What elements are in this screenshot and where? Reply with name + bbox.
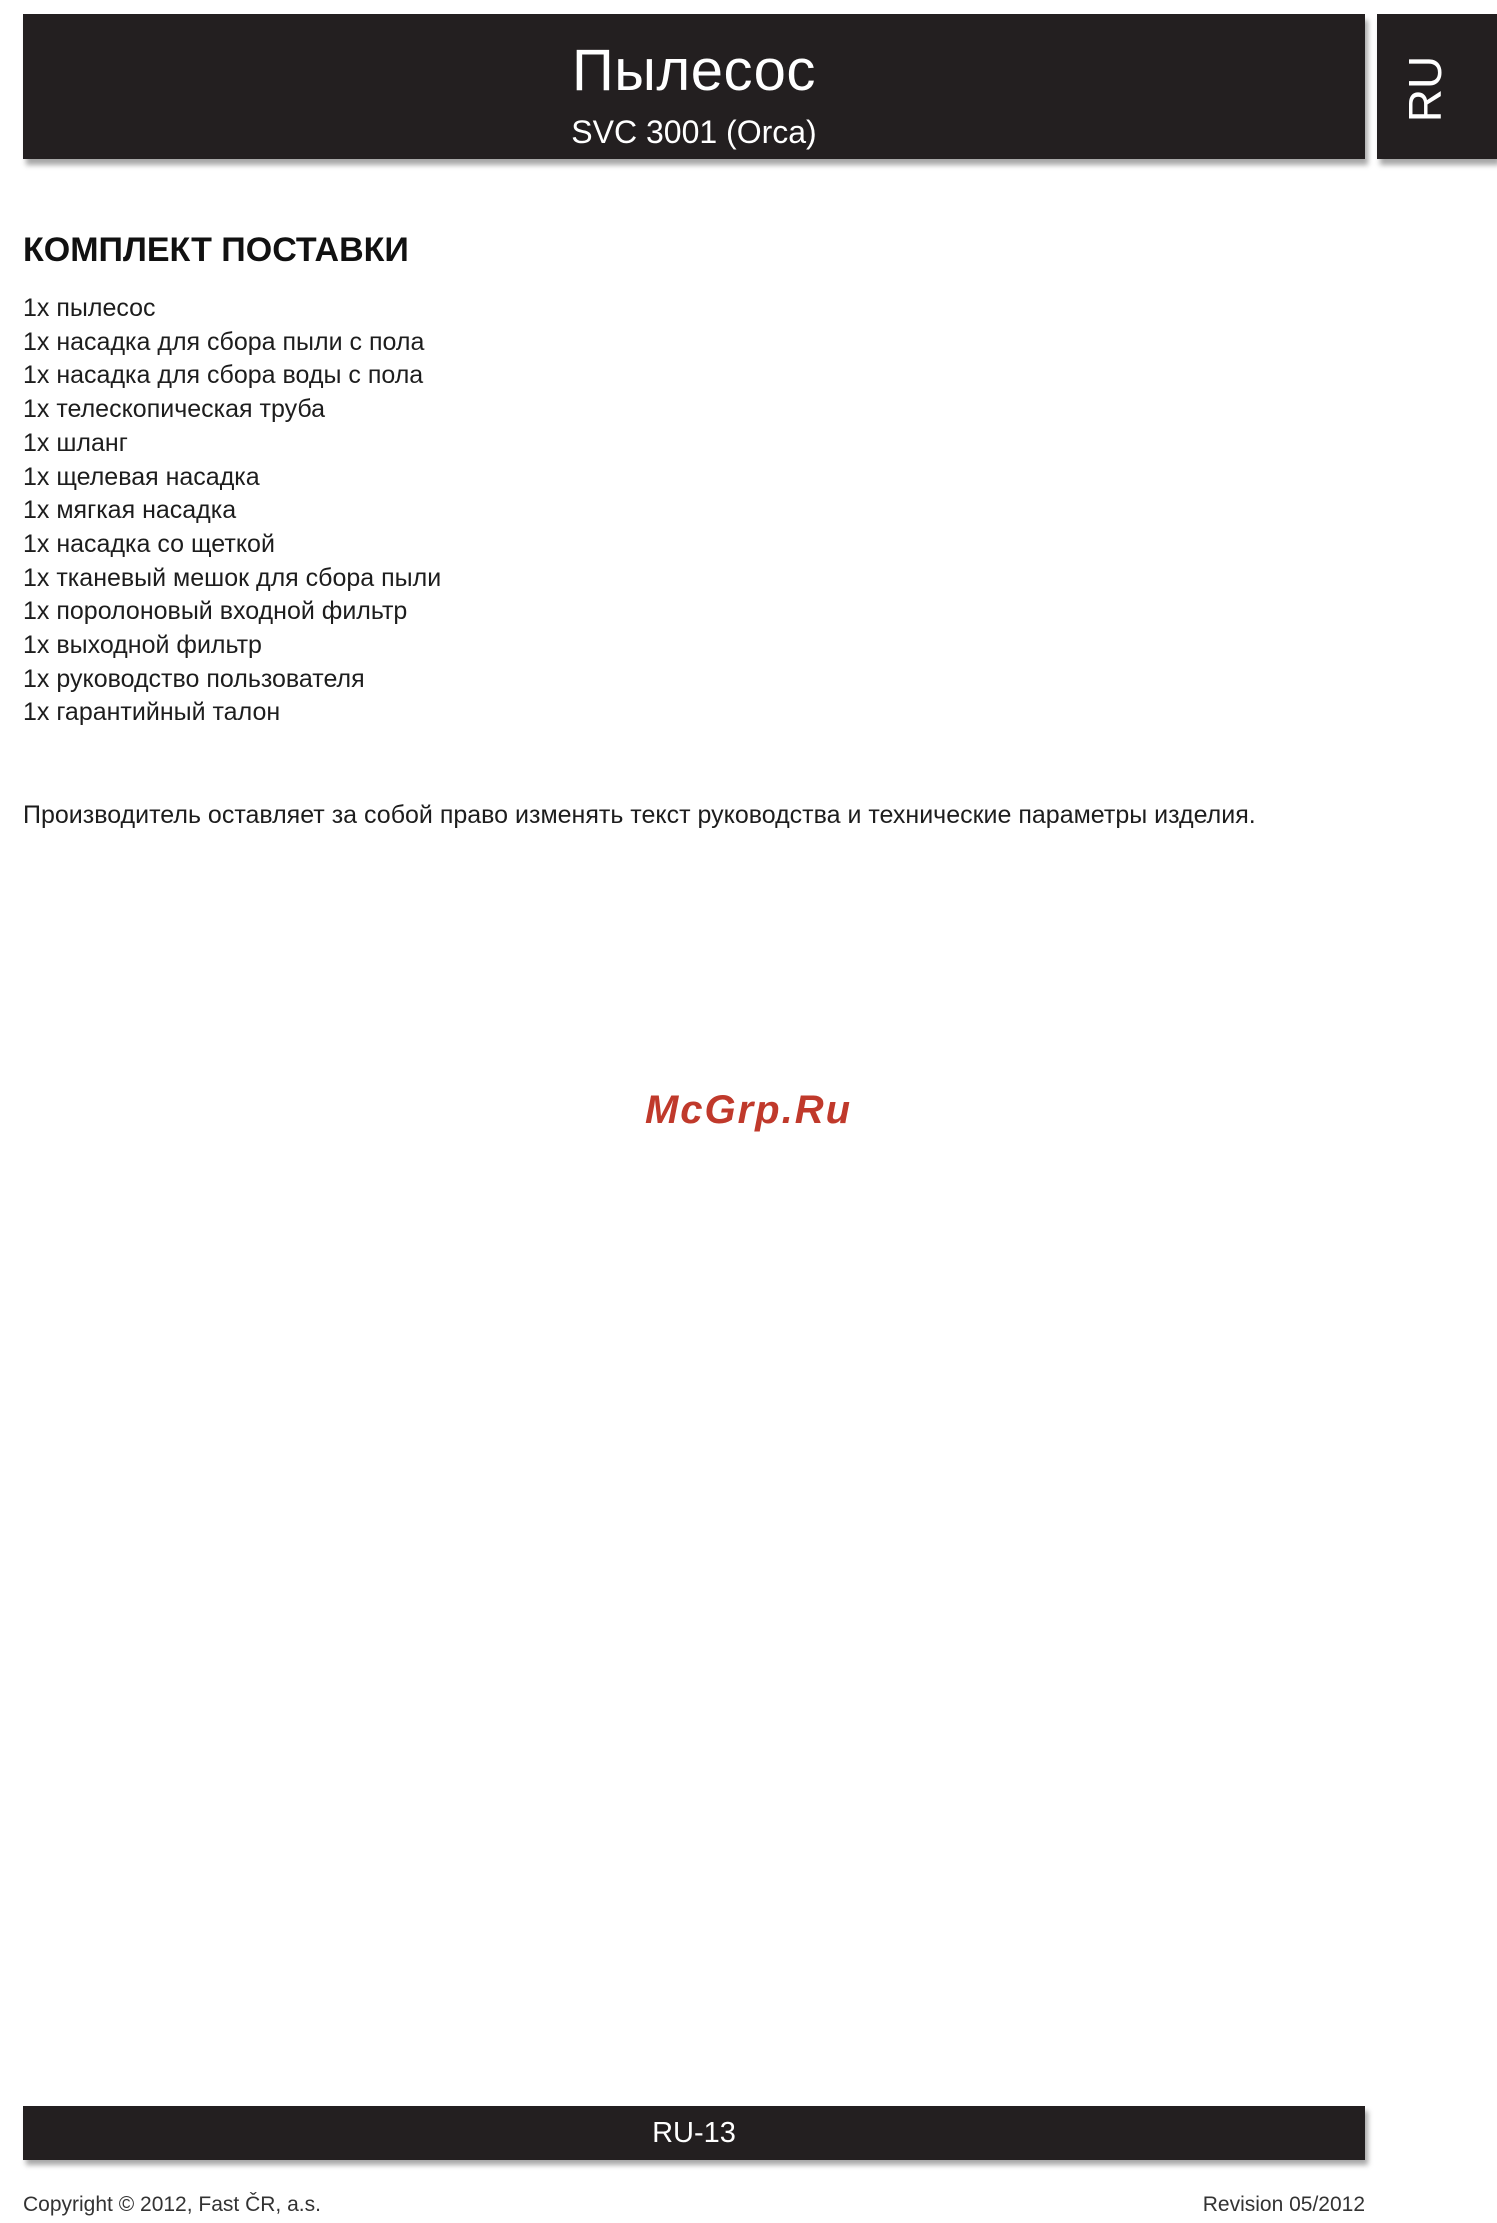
section-heading: КОМПЛЕКТ ПОСТАВКИ — [23, 231, 409, 269]
disclaimer-text: Производитель оставляет за собой право изменять текст руководства и технические параметры изделия. — [23, 801, 1256, 829]
list-item: 1x насадка для сбора воды с пола — [23, 361, 424, 390]
footer-banner — [23, 2106, 1365, 2160]
page-title: Пылесос — [572, 38, 816, 103]
list-item: 1x насадка для сбора пыли с пола — [23, 327, 425, 356]
list-item: 1x тканевый мешок для сбора пыли — [23, 563, 442, 592]
language-tab-label: RU — [1399, 55, 1451, 123]
copyright-text: Copyright © 2012, Fast ČR, a.s. — [23, 2193, 321, 2216]
page-number: RU-13 — [652, 2117, 736, 2149]
list-item: 1x мягкая насадка — [23, 496, 237, 525]
language-tab — [1377, 14, 1497, 159]
list-item: 1x насадка со щеткой — [23, 529, 275, 558]
list-item: 1x гарантийный талон — [23, 698, 281, 727]
list-item: 1x пылесос — [23, 294, 156, 322]
list-item: 1x шланг — [23, 428, 128, 457]
model-subtitle: SVC 3001 (Orca) — [571, 114, 817, 150]
header-banner — [23, 14, 1365, 159]
revision-text: Revision 05/2012 — [1202, 2193, 1365, 2216]
list-item: 1x щелевая насадка — [23, 462, 260, 491]
list-item: 1x поролоновый входной фильтр — [23, 597, 408, 626]
list-item: 1x руководство пользователя — [23, 664, 365, 693]
list-item: 1x телескопическая труба — [23, 395, 326, 424]
watermark: McGrp.Ru — [644, 1088, 853, 1132]
package-contents-list — [23, 292, 441, 730]
list-item: 1x выходной фильтр — [23, 631, 262, 660]
